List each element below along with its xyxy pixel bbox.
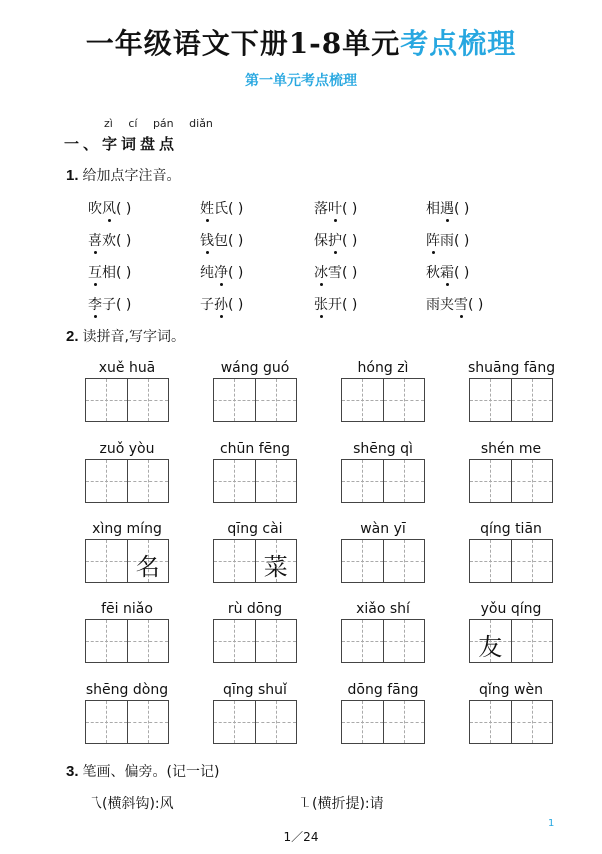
dotted-character: 叶 <box>328 201 342 217</box>
word-suffix-blank: 雪( ) <box>328 265 358 281</box>
grid-cell[interactable] <box>383 540 425 582</box>
pinyin-label: shēng qì <box>353 441 413 457</box>
grid-cell[interactable] <box>470 701 511 743</box>
word-suffix-blank: ( ) <box>454 265 470 281</box>
q1-word <box>88 198 131 218</box>
q1-word <box>88 262 131 282</box>
written-character: 名 <box>135 553 160 581</box>
title-main: 一年级语文下册1-8单元 <box>85 27 401 60</box>
dotted-character: 冰 <box>314 265 328 281</box>
q1-number: 1. <box>66 167 79 184</box>
grid-cell[interactable] <box>511 701 553 743</box>
word-suffix-blank: ( ) <box>116 201 132 217</box>
word-prefix: 落 <box>314 201 328 217</box>
word-suffix-blank: 包( ) <box>214 233 244 249</box>
q2-title-text: 读拼音,写字词。 <box>82 329 185 345</box>
q1-word <box>200 198 243 218</box>
grid-cell[interactable] <box>255 379 297 421</box>
pinyin-label: qīng cài <box>227 521 283 537</box>
pinyin-label: dōng fāng <box>347 682 419 698</box>
q1-word <box>88 294 131 314</box>
grid-cell[interactable] <box>470 379 511 421</box>
q3-title-text: 笔画、偏旁。(记一记) <box>82 764 220 780</box>
grid-cell[interactable] <box>214 460 255 502</box>
word-suffix-blank: ( ) <box>228 297 244 313</box>
q1-word <box>426 198 469 218</box>
pinyin-label: zuǒ yòu <box>99 441 155 457</box>
q1-word <box>426 230 469 250</box>
pinyin-label: shēng dòng <box>85 682 169 698</box>
corner-page-number: 1 <box>548 818 555 829</box>
pinyin-label: qǐng wèn <box>479 682 543 698</box>
grid-cell[interactable] <box>127 379 169 421</box>
pinyin-label: rù dōng <box>227 601 283 617</box>
q3-number: 3. <box>66 763 79 780</box>
dotted-character: 阵 <box>426 233 440 249</box>
writing-grid[interactable] <box>85 539 169 583</box>
dotted-character: 风 <box>102 201 116 217</box>
pinyin-label: fēi niǎo <box>101 601 153 617</box>
grid-cell[interactable] <box>511 540 553 582</box>
dotted-character: 喜 <box>88 233 102 249</box>
word-suffix-blank: 雨( ) <box>440 233 470 249</box>
word-prefix: 吹 <box>88 201 102 217</box>
grid-cell[interactable] <box>511 379 553 421</box>
word-prefix: 保 <box>314 233 328 249</box>
writing-grid[interactable] <box>469 378 553 422</box>
dotted-character: 遇 <box>440 201 454 217</box>
grid-cell[interactable] <box>342 540 383 582</box>
q2-number: 2. <box>66 328 79 345</box>
grid-cell[interactable] <box>127 701 169 743</box>
writing-grid[interactable] <box>341 459 425 503</box>
grid-cell[interactable] <box>127 540 169 582</box>
grid-cell[interactable] <box>86 460 127 502</box>
pinyin-label: qīng shuǐ <box>223 682 287 698</box>
writing-grid[interactable] <box>85 619 169 663</box>
q1-title <box>66 165 181 185</box>
grid-cell[interactable] <box>342 701 383 743</box>
pinyin-label: shuāng fāng <box>468 360 556 376</box>
grid-cell[interactable] <box>255 460 297 502</box>
word-suffix-blank: ( ) <box>454 201 470 217</box>
word-prefix: 纯 <box>200 265 214 281</box>
dotted-character: 姓 <box>200 201 214 217</box>
word-suffix-blank: 欢( ) <box>102 233 132 249</box>
grid-cell[interactable] <box>214 379 255 421</box>
writing-grid[interactable] <box>213 539 297 583</box>
q2-title <box>66 326 185 346</box>
dotted-character: 钱 <box>200 233 214 249</box>
grid-cell[interactable] <box>214 540 255 582</box>
grid-cell[interactable] <box>342 379 383 421</box>
word-suffix-blank: 子( ) <box>102 297 132 313</box>
grid-cell[interactable] <box>214 620 255 662</box>
grid-cell[interactable] <box>127 460 169 502</box>
written-character: 菜 <box>263 553 288 581</box>
section1-pinyin <box>104 117 225 130</box>
grid-cell[interactable] <box>342 620 383 662</box>
dotted-character: 张 <box>314 297 328 313</box>
grid-cell[interactable] <box>86 540 127 582</box>
grid-cell[interactable] <box>383 379 425 421</box>
q3-stroke-item: 乁(横斜钩):风 <box>88 796 174 812</box>
grid-cell[interactable] <box>470 620 511 662</box>
word-prefix: 子 <box>200 297 214 313</box>
written-character: 友 <box>478 633 503 661</box>
dotted-character: 李 <box>88 297 102 313</box>
pinyin-label: yǒu qíng <box>480 601 542 617</box>
section1-pinyin-syllable: cí <box>128 117 138 130</box>
q1-word <box>200 262 243 282</box>
writing-grid[interactable] <box>85 459 169 503</box>
q1-word <box>314 230 357 250</box>
writing-grid[interactable] <box>341 700 425 744</box>
page-number: 1／24 <box>283 830 319 844</box>
grid-cell[interactable] <box>470 460 511 502</box>
writing-grid[interactable] <box>469 539 553 583</box>
section1-title: 一、字词盘点 <box>64 135 179 153</box>
grid-cell[interactable] <box>255 701 297 743</box>
pinyin-label: xuě huā <box>98 360 156 376</box>
word-suffix-blank: 相( ) <box>102 265 132 281</box>
section1-pinyin-syllable: zì <box>104 117 113 130</box>
word-suffix-blank: ( ) <box>342 201 358 217</box>
writing-grid[interactable] <box>213 700 297 744</box>
dotted-character: 雪 <box>454 297 468 313</box>
pinyin-label: shén me <box>480 441 542 457</box>
grid-cell[interactable] <box>127 620 169 662</box>
pinyin-label: qíng tiān <box>480 521 542 537</box>
q1-title-text: 给加点字注音。 <box>82 168 181 184</box>
q1-word <box>88 230 131 250</box>
grid-cell[interactable] <box>470 540 511 582</box>
pinyin-label: hóng zì <box>357 360 409 376</box>
word-suffix-blank: ( ) <box>228 265 244 281</box>
pinyin-label: xìng míng <box>92 521 162 537</box>
dotted-character: 净 <box>214 265 228 281</box>
word-prefix: 雨夹 <box>426 297 454 313</box>
title-highlight: 考点梳理 <box>400 27 517 60</box>
writing-grid[interactable] <box>213 459 297 503</box>
writing-grid[interactable] <box>341 539 425 583</box>
grid-cell[interactable] <box>255 620 297 662</box>
writing-grid[interactable] <box>469 700 553 744</box>
writing-grid[interactable] <box>85 700 169 744</box>
q1-word <box>200 230 243 250</box>
writing-grid[interactable] <box>341 378 425 422</box>
pinyin-label: wàn yī <box>360 521 406 537</box>
grid-cell[interactable] <box>383 460 425 502</box>
word-prefix: 相 <box>426 201 440 217</box>
writing-grid[interactable] <box>469 619 553 663</box>
grid-cell[interactable] <box>342 460 383 502</box>
q3-stroke-item: ㇅(横折提):请 <box>298 796 384 812</box>
grid-cell[interactable] <box>86 379 127 421</box>
page-title <box>0 22 602 62</box>
word-suffix-blank: 开( ) <box>328 297 358 313</box>
grid-cell[interactable] <box>383 701 425 743</box>
dotted-character: 互 <box>88 265 102 281</box>
grid-cell[interactable] <box>511 460 553 502</box>
grid-cell[interactable] <box>383 620 425 662</box>
pinyin-label: xiǎo shí <box>356 601 410 617</box>
dotted-character: 孙 <box>214 297 228 313</box>
word-suffix-blank: ( ) <box>468 297 484 313</box>
section1-pinyin-syllable: diǎn <box>189 117 213 130</box>
word-suffix-blank: ( ) <box>342 233 358 249</box>
dotted-character: 护 <box>328 233 342 249</box>
word-suffix-blank: 氏( ) <box>214 201 244 217</box>
q1-word <box>426 262 469 282</box>
grid-cell[interactable] <box>214 701 255 743</box>
grid-cell[interactable] <box>255 540 297 582</box>
dotted-character: 霜 <box>440 265 454 281</box>
q1-word <box>314 262 357 282</box>
writing-grid[interactable] <box>213 378 297 422</box>
writing-grid[interactable] <box>85 378 169 422</box>
q1-word <box>314 198 357 218</box>
q1-word <box>200 294 243 314</box>
grid-cell[interactable] <box>511 620 553 662</box>
writing-grid[interactable] <box>341 619 425 663</box>
q1-word <box>314 294 357 314</box>
q3-title <box>66 761 219 781</box>
grid-cell[interactable] <box>86 620 127 662</box>
writing-grid[interactable] <box>469 459 553 503</box>
grid-cell[interactable] <box>86 701 127 743</box>
section1-pinyin-syllable: pán <box>152 117 174 130</box>
q1-word <box>426 294 483 314</box>
word-prefix: 秋 <box>426 265 440 281</box>
pinyin-label: wáng guó <box>220 360 290 376</box>
pinyin-label: chūn fēng <box>219 441 291 457</box>
writing-grid[interactable] <box>213 619 297 663</box>
page-subtitle: 第一单元考点梳理 <box>245 73 357 89</box>
